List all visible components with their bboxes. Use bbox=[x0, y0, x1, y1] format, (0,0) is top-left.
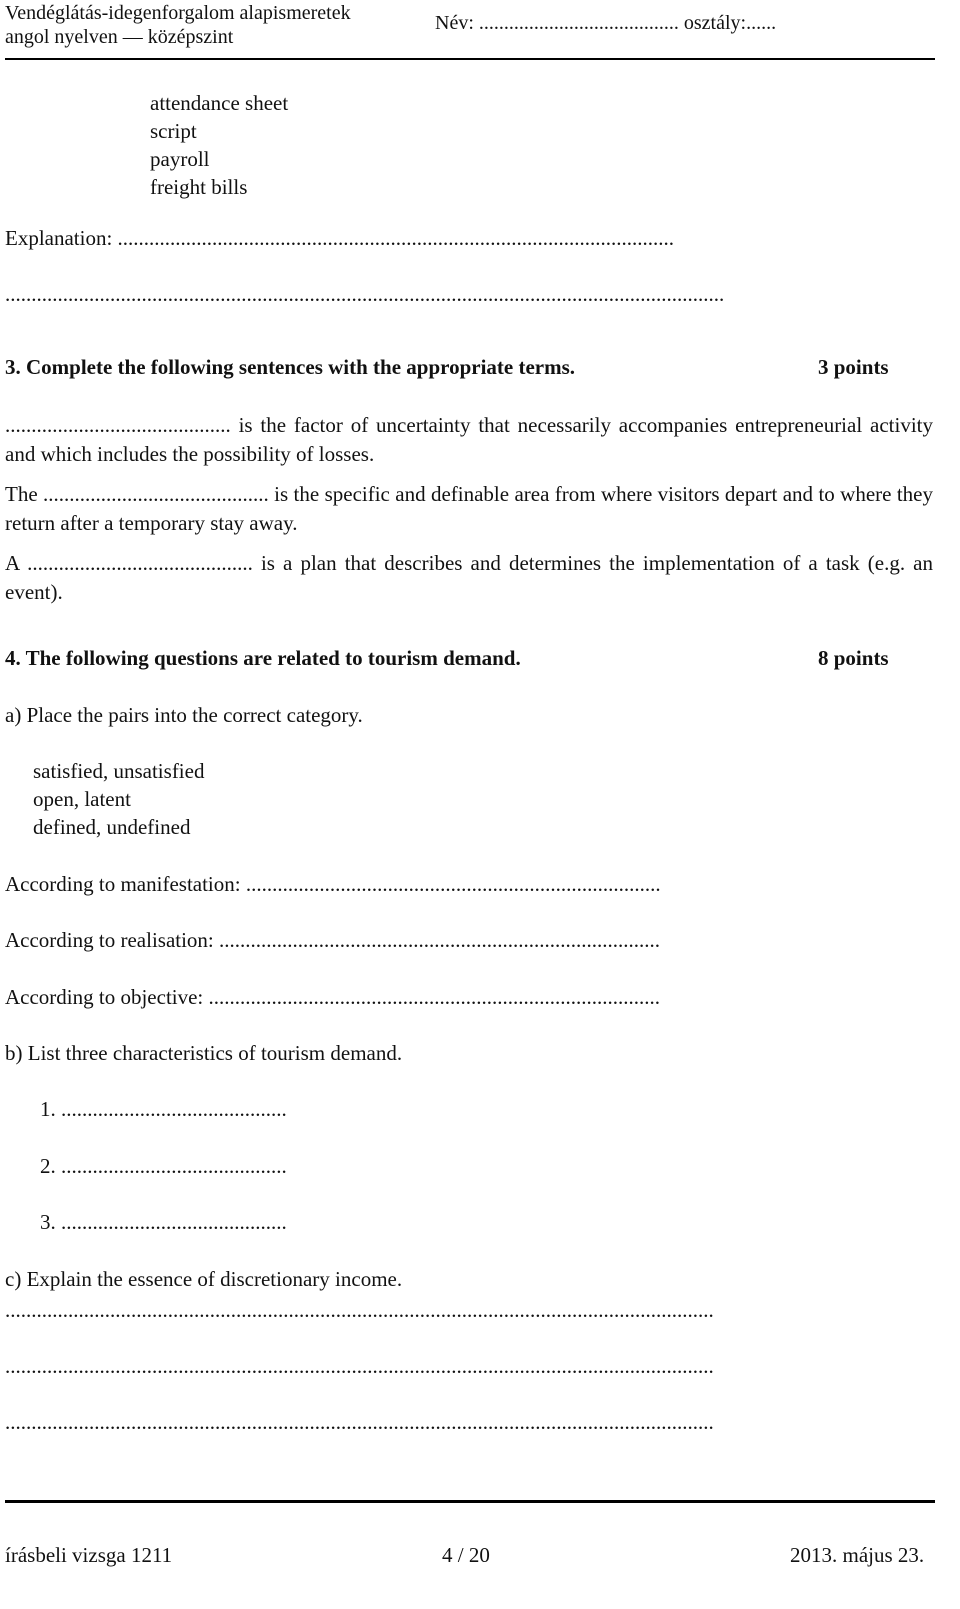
task3-points: 3 points bbox=[818, 355, 889, 379]
task4-part-b: b) List three characteristics of tourism demand. bbox=[5, 1041, 403, 1065]
answer-line: ....................................................................................................................................... bbox=[5, 1410, 714, 1434]
explanation-continuation: ......................................................................................................................................... bbox=[5, 282, 725, 306]
footer-exam-code: írásbeli vizsga 1211 bbox=[5, 1543, 173, 1567]
task4-title: 4. The following questions are related to tourism demand. bbox=[5, 646, 521, 670]
characteristic-item: 1. ........................................... bbox=[40, 1097, 287, 1121]
characteristic-item: 2. ........................................... bbox=[40, 1154, 287, 1178]
task3-sentence-3: A ........................................... is a plan that describes and determines the implementation of a task (e.g. an event). bbox=[5, 551, 933, 604]
answer-objective: According to objective: ...................................................................................... bbox=[5, 985, 661, 1009]
explanation-line: Explanation: .......................................................................................................... bbox=[5, 226, 675, 250]
task4-part-c: c) Explain the essence of discretionary income. bbox=[5, 1267, 403, 1291]
footer-date: 2013. május 23. bbox=[790, 1543, 925, 1567]
task4-points: 8 points bbox=[818, 646, 889, 670]
footer-divider bbox=[5, 1500, 935, 1503]
pair-item: defined, undefined bbox=[33, 815, 191, 839]
task3-sentence-2: The ........................................... is the specific and definable area from where visitors depart and to where they return after a temporary stay away. bbox=[5, 482, 933, 535]
answer-line: ....................................................................................................................................... bbox=[5, 1298, 714, 1322]
task3-sentence-1: ........................................... is the factor of uncertainty that necessarily accompanies entrepreneurial activity and which includes the possibility of losses. bbox=[5, 413, 933, 466]
characteristic-item: 3. ........................................... bbox=[40, 1210, 287, 1234]
footer-page-number: 4 / 20 bbox=[442, 1543, 490, 1567]
answer-line: ....................................................................................................................................... bbox=[5, 1354, 714, 1378]
list-option: script bbox=[150, 119, 197, 143]
task3-title: 3. Complete the following sentences with the appropriate terms. bbox=[5, 355, 576, 379]
list-option: payroll bbox=[150, 147, 210, 171]
subject-title: Vendéglátás-idegenforgalom alapismeretek bbox=[5, 2, 351, 24]
task4-part-a: a) Place the pairs into the correct category. bbox=[5, 703, 363, 727]
answer-realisation: According to realisation: .................................................................................... bbox=[5, 928, 661, 952]
pair-item: satisfied, unsatisfied bbox=[33, 759, 205, 783]
subject-level: angol nyelven — középszint bbox=[5, 26, 234, 48]
name-class-field: Név: ........................................ osztály:...... bbox=[435, 12, 777, 34]
header-divider bbox=[5, 58, 935, 60]
pair-item: open, latent bbox=[33, 787, 131, 811]
list-option: freight bills bbox=[150, 175, 248, 199]
list-option: attendance sheet bbox=[150, 91, 289, 115]
answer-manifestation: According to manifestation: ............................................................................... bbox=[5, 872, 661, 896]
